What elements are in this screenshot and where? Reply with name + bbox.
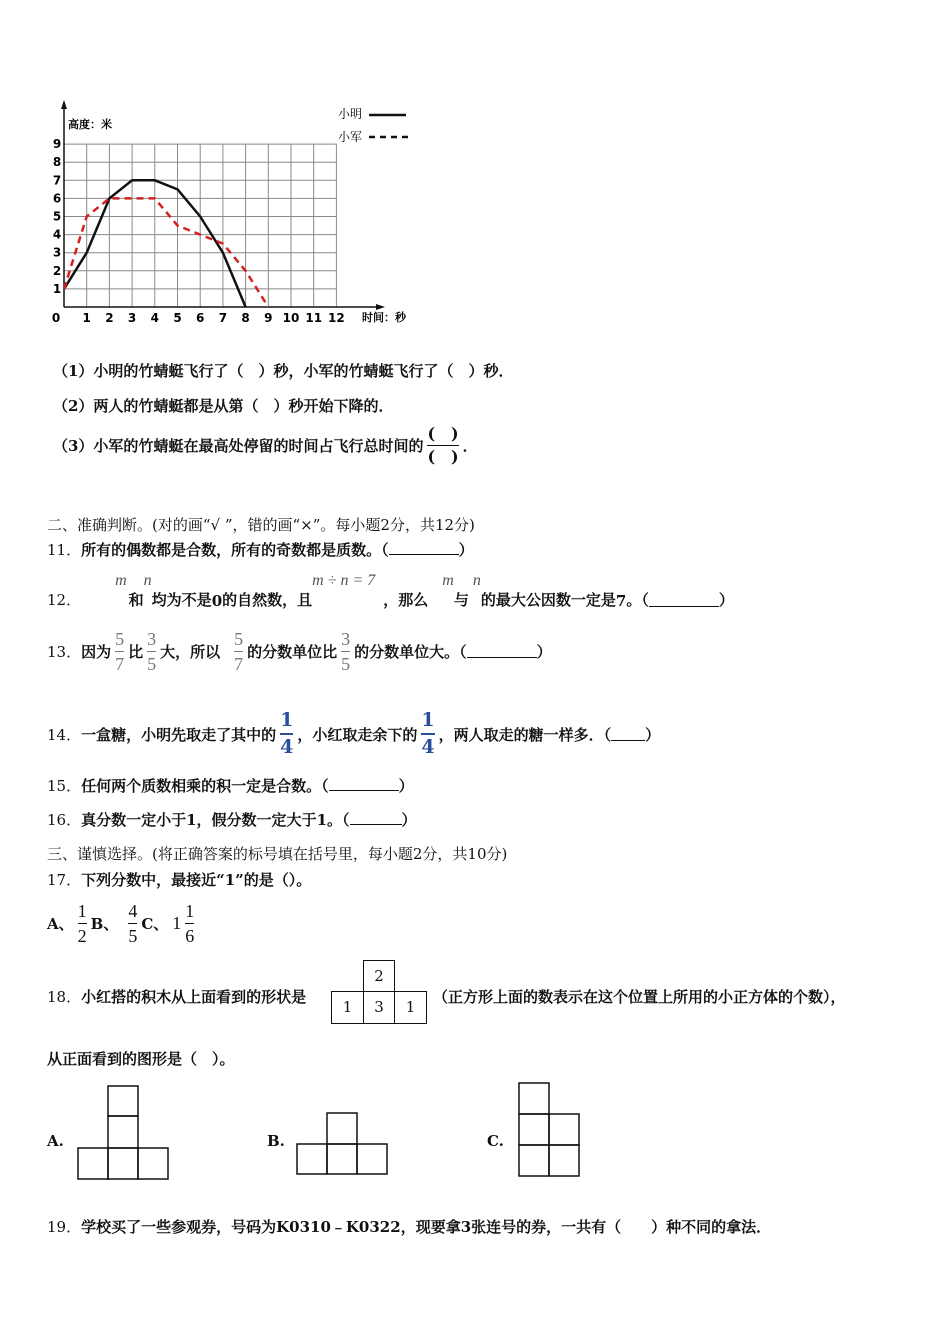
fraction-3-5-b <box>339 630 352 673</box>
text-unit-bigger: 的分数单位大。（ <box>354 643 467 661</box>
question-text-3: 。（ <box>327 811 350 829</box>
answer-blank[interactable] <box>329 778 399 791</box>
sub-question-1: （1）小明的竹蜻蜓飞行了（ ）秒，小军的竹蜻蜓飞行了（ ）秒． <box>53 362 514 380</box>
top-view-cell: 3 <box>363 991 395 1024</box>
chart-series <box>64 180 268 307</box>
cube <box>549 1145 579 1176</box>
text-open: 。（ <box>626 591 649 609</box>
question-number: 13． <box>47 643 82 661</box>
sub-question-3 <box>53 426 478 465</box>
cube <box>519 1083 549 1114</box>
question-17-options <box>47 902 198 945</box>
text-then: ，那么 <box>383 591 429 609</box>
option-c-whole: 1 <box>172 913 182 933</box>
numerator: 4 <box>128 901 138 921</box>
numerator: 1 <box>185 901 195 921</box>
question-17 <box>47 869 311 890</box>
question-number: 14． <box>47 725 82 744</box>
text-bigger: 大，所以 <box>160 643 221 661</box>
option-a-label[interactable]: A. <box>47 1132 64 1150</box>
bracket-close: ） <box>645 725 661 744</box>
ticket-codes: K0310﹣K0322 <box>276 1218 401 1236</box>
text-with: 与 <box>453 591 469 609</box>
legend-label-xiaoming: 小明 <box>338 107 363 121</box>
fraction-5-7-b <box>232 630 245 673</box>
fraction-numerator: ( ) <box>427 424 459 443</box>
cube <box>108 1148 138 1179</box>
denominator: 6 <box>185 923 194 945</box>
x-tick-label: 2 <box>105 311 114 325</box>
x-tick-label: 5 <box>173 311 182 325</box>
text-gcd: 的最大公因数一定是 <box>480 591 616 609</box>
cube <box>519 1145 549 1176</box>
numerator: 1 <box>421 709 435 731</box>
expression: m ÷ n = 7 <box>312 572 376 589</box>
bracket-close: ） <box>401 811 417 829</box>
question-13 <box>47 630 552 673</box>
denominator: 7 <box>115 651 124 673</box>
option-a-label[interactable]: A、 <box>47 915 74 933</box>
numerator: 5 <box>234 629 244 649</box>
question-number: 12． <box>47 591 82 609</box>
y-tick-label: 6 <box>52 191 62 206</box>
question-number: 19． <box>47 1218 82 1236</box>
sub-question-3-end: ． <box>462 437 478 455</box>
question-11 <box>47 539 474 560</box>
y-tick-label: 9 <box>52 137 62 152</box>
option-b-label[interactable]: B、 <box>90 915 119 933</box>
option-a-figure <box>77 1085 171 1181</box>
x-tick-label: 1 <box>82 311 91 325</box>
denominator: 2 <box>78 923 87 945</box>
option-c-figure <box>518 1082 582 1178</box>
question-number: 15． <box>47 777 82 795</box>
x-tick-label: 7 <box>218 311 228 325</box>
fraction-denominator: ( ) <box>427 447 459 466</box>
question-text: 所有的偶数都是合数，所有的奇数都是质数。（ <box>81 541 389 559</box>
denominator: 5 <box>147 651 156 673</box>
text-neither: 均为不是 <box>151 591 212 609</box>
numerator: 3 <box>341 629 351 649</box>
sub-question-2: （2）两人的竹蜻蜓都是从第（ ）秒开始下降的． <box>53 397 394 415</box>
fraction-3-5 <box>145 630 158 673</box>
question-number: 16． <box>47 811 82 829</box>
question-text-1: 真分数一定小于 <box>81 811 187 829</box>
line-chart <box>40 95 420 330</box>
x-tick-label: 12 <box>328 311 345 325</box>
x-tick-label: 0 <box>51 311 61 325</box>
answer-blank[interactable] <box>389 542 459 555</box>
x-tick-label: 11 <box>305 311 323 325</box>
question-15 <box>47 775 414 796</box>
blank-fraction[interactable] <box>425 426 460 465</box>
y-axis-arrow <box>61 100 67 109</box>
variable-m-2: m <box>442 572 454 589</box>
fraction-1-4-b <box>419 711 436 757</box>
x-tick-label: 8 <box>241 311 250 325</box>
text-and: 和 <box>128 591 144 609</box>
question-18 <box>47 986 306 1007</box>
variable-n: n <box>143 572 152 589</box>
denominator: 4 <box>421 733 434 757</box>
variable-m: m <box>115 572 127 589</box>
fraction-5-7 <box>113 630 126 673</box>
text-one: 1 <box>186 811 197 829</box>
bracket-close: ） <box>536 643 552 661</box>
question-text: 任何两个质数相乘的积一定是合数。（ <box>81 777 329 795</box>
option-c-label[interactable]: C、 <box>141 915 169 933</box>
text-three: 3 <box>460 1218 472 1236</box>
y-tick-label: 1 <box>52 281 62 296</box>
answer-blank[interactable] <box>611 728 645 741</box>
x-tick-label: 10 <box>282 311 300 325</box>
cube <box>327 1144 357 1174</box>
question-text-1: 学校买了一些参观券，号码为 <box>81 1218 277 1236</box>
bracket-close: ） <box>718 591 734 609</box>
question-text-3: ，两人取走的糖一样多．（ <box>438 725 612 744</box>
question-18-line2: 从正面看到的图形是（ ）。 <box>47 1050 235 1068</box>
text-one-b: 1 <box>316 811 327 829</box>
y-axis-label: 高度：米 <box>68 118 112 131</box>
cube <box>108 1086 138 1116</box>
x-axis-label: 时间：秒 <box>362 311 406 324</box>
answer-blank[interactable] <box>467 645 537 658</box>
cube <box>519 1114 549 1145</box>
text-because: 因为 <box>81 643 112 661</box>
question-number: 17． <box>47 871 82 889</box>
question-19 <box>47 1216 771 1237</box>
x-tick-label: 6 <box>196 311 205 325</box>
y-tick-label: 2 <box>52 263 62 278</box>
variable-n-2: n <box>472 572 481 589</box>
question-text-3: 张连号的券，一共有（ ）种不同的拿法． <box>471 1218 772 1236</box>
text-unit: 的分数单位比 <box>247 643 338 661</box>
question-16 <box>47 809 417 830</box>
question-text: 下列分数中，最接近“1”的是（）。 <box>81 871 312 889</box>
text-than: 比 <box>128 643 144 661</box>
y-tick-label: 7 <box>52 173 62 188</box>
numerator: 1 <box>77 901 87 921</box>
cube <box>327 1113 357 1144</box>
cube <box>78 1148 108 1179</box>
text-zero: 0 <box>211 592 223 610</box>
cube <box>138 1148 168 1179</box>
fraction-1-4 <box>278 711 295 757</box>
question-14 <box>47 711 660 757</box>
numerator: 5 <box>115 629 125 649</box>
option-b-label[interactable]: B. <box>267 1132 285 1150</box>
cube <box>357 1144 387 1174</box>
top-view-cell: 1 <box>331 991 364 1024</box>
legend-label-xiaojun: 小军 <box>338 130 363 144</box>
y-tick-label: 4 <box>52 227 62 242</box>
answer-blank[interactable] <box>350 812 402 825</box>
y-tick-label: 5 <box>52 209 62 224</box>
question-text: 小红搭的积木从上面看到的形状是 <box>81 988 307 1006</box>
question-12 <box>47 572 734 612</box>
top-view-grid <box>331 960 427 1024</box>
question-number: 11． <box>47 541 82 559</box>
x-tick-label: 9 <box>264 311 273 325</box>
x-axis-arrow <box>376 304 385 310</box>
top-view-cell: 1 <box>394 991 427 1024</box>
x-tick-label: 4 <box>150 311 159 325</box>
cube <box>297 1144 327 1174</box>
denominator: 5 <box>128 923 137 945</box>
section-2-title: 二、准确判断。(对的画“√ ”，错的画“×”。每小题2分，共12分) <box>47 516 475 534</box>
question-18-tail: （正方形上面的数表示在这个位置上所用的小正方体的个数）， <box>433 988 846 1006</box>
denominator: 7 <box>234 651 243 673</box>
answer-blank[interactable] <box>649 594 719 607</box>
numerator: 1 <box>280 709 294 731</box>
option-c-fraction <box>183 902 196 945</box>
option-a-fraction <box>76 902 89 945</box>
y-tick-label: 3 <box>52 245 62 260</box>
cube <box>108 1116 138 1148</box>
text-natural: 的自然数，且 <box>222 591 313 609</box>
question-number: 18． <box>47 988 82 1006</box>
question-text-2: ，现要拿 <box>400 1218 461 1236</box>
x-tick-label: 3 <box>127 311 137 325</box>
sub-question-3-text: （3）小军的竹蜻蜓在最高处停留的时间占飞行总时间的 <box>53 437 424 455</box>
bracket-close: ） <box>458 541 474 559</box>
y-tick-label: 8 <box>52 155 62 170</box>
option-b-figure <box>296 1112 390 1176</box>
question-text-1: 一盒糖，小明先取走了其中的 <box>81 725 277 744</box>
chart-grid <box>64 144 336 307</box>
denominator: 5 <box>341 651 350 673</box>
option-c-label[interactable]: C. <box>487 1132 504 1150</box>
top-view-cell: 2 <box>363 960 395 992</box>
numerator: 3 <box>147 629 157 649</box>
question-text-2: ，假分数一定大于 <box>196 811 317 829</box>
question-text-2: ，小红取走余下的 <box>297 725 418 744</box>
bracket-close: ） <box>398 777 414 795</box>
option-b-fraction <box>126 902 139 945</box>
cube <box>549 1114 579 1145</box>
chart-legend <box>338 107 408 144</box>
denominator: 4 <box>280 733 293 757</box>
text-seven: 7 <box>615 592 627 610</box>
section-3-title: 三、谨慎选择。(将正确答案的标号填在括号里，每小题2分，共10分) <box>47 845 508 863</box>
